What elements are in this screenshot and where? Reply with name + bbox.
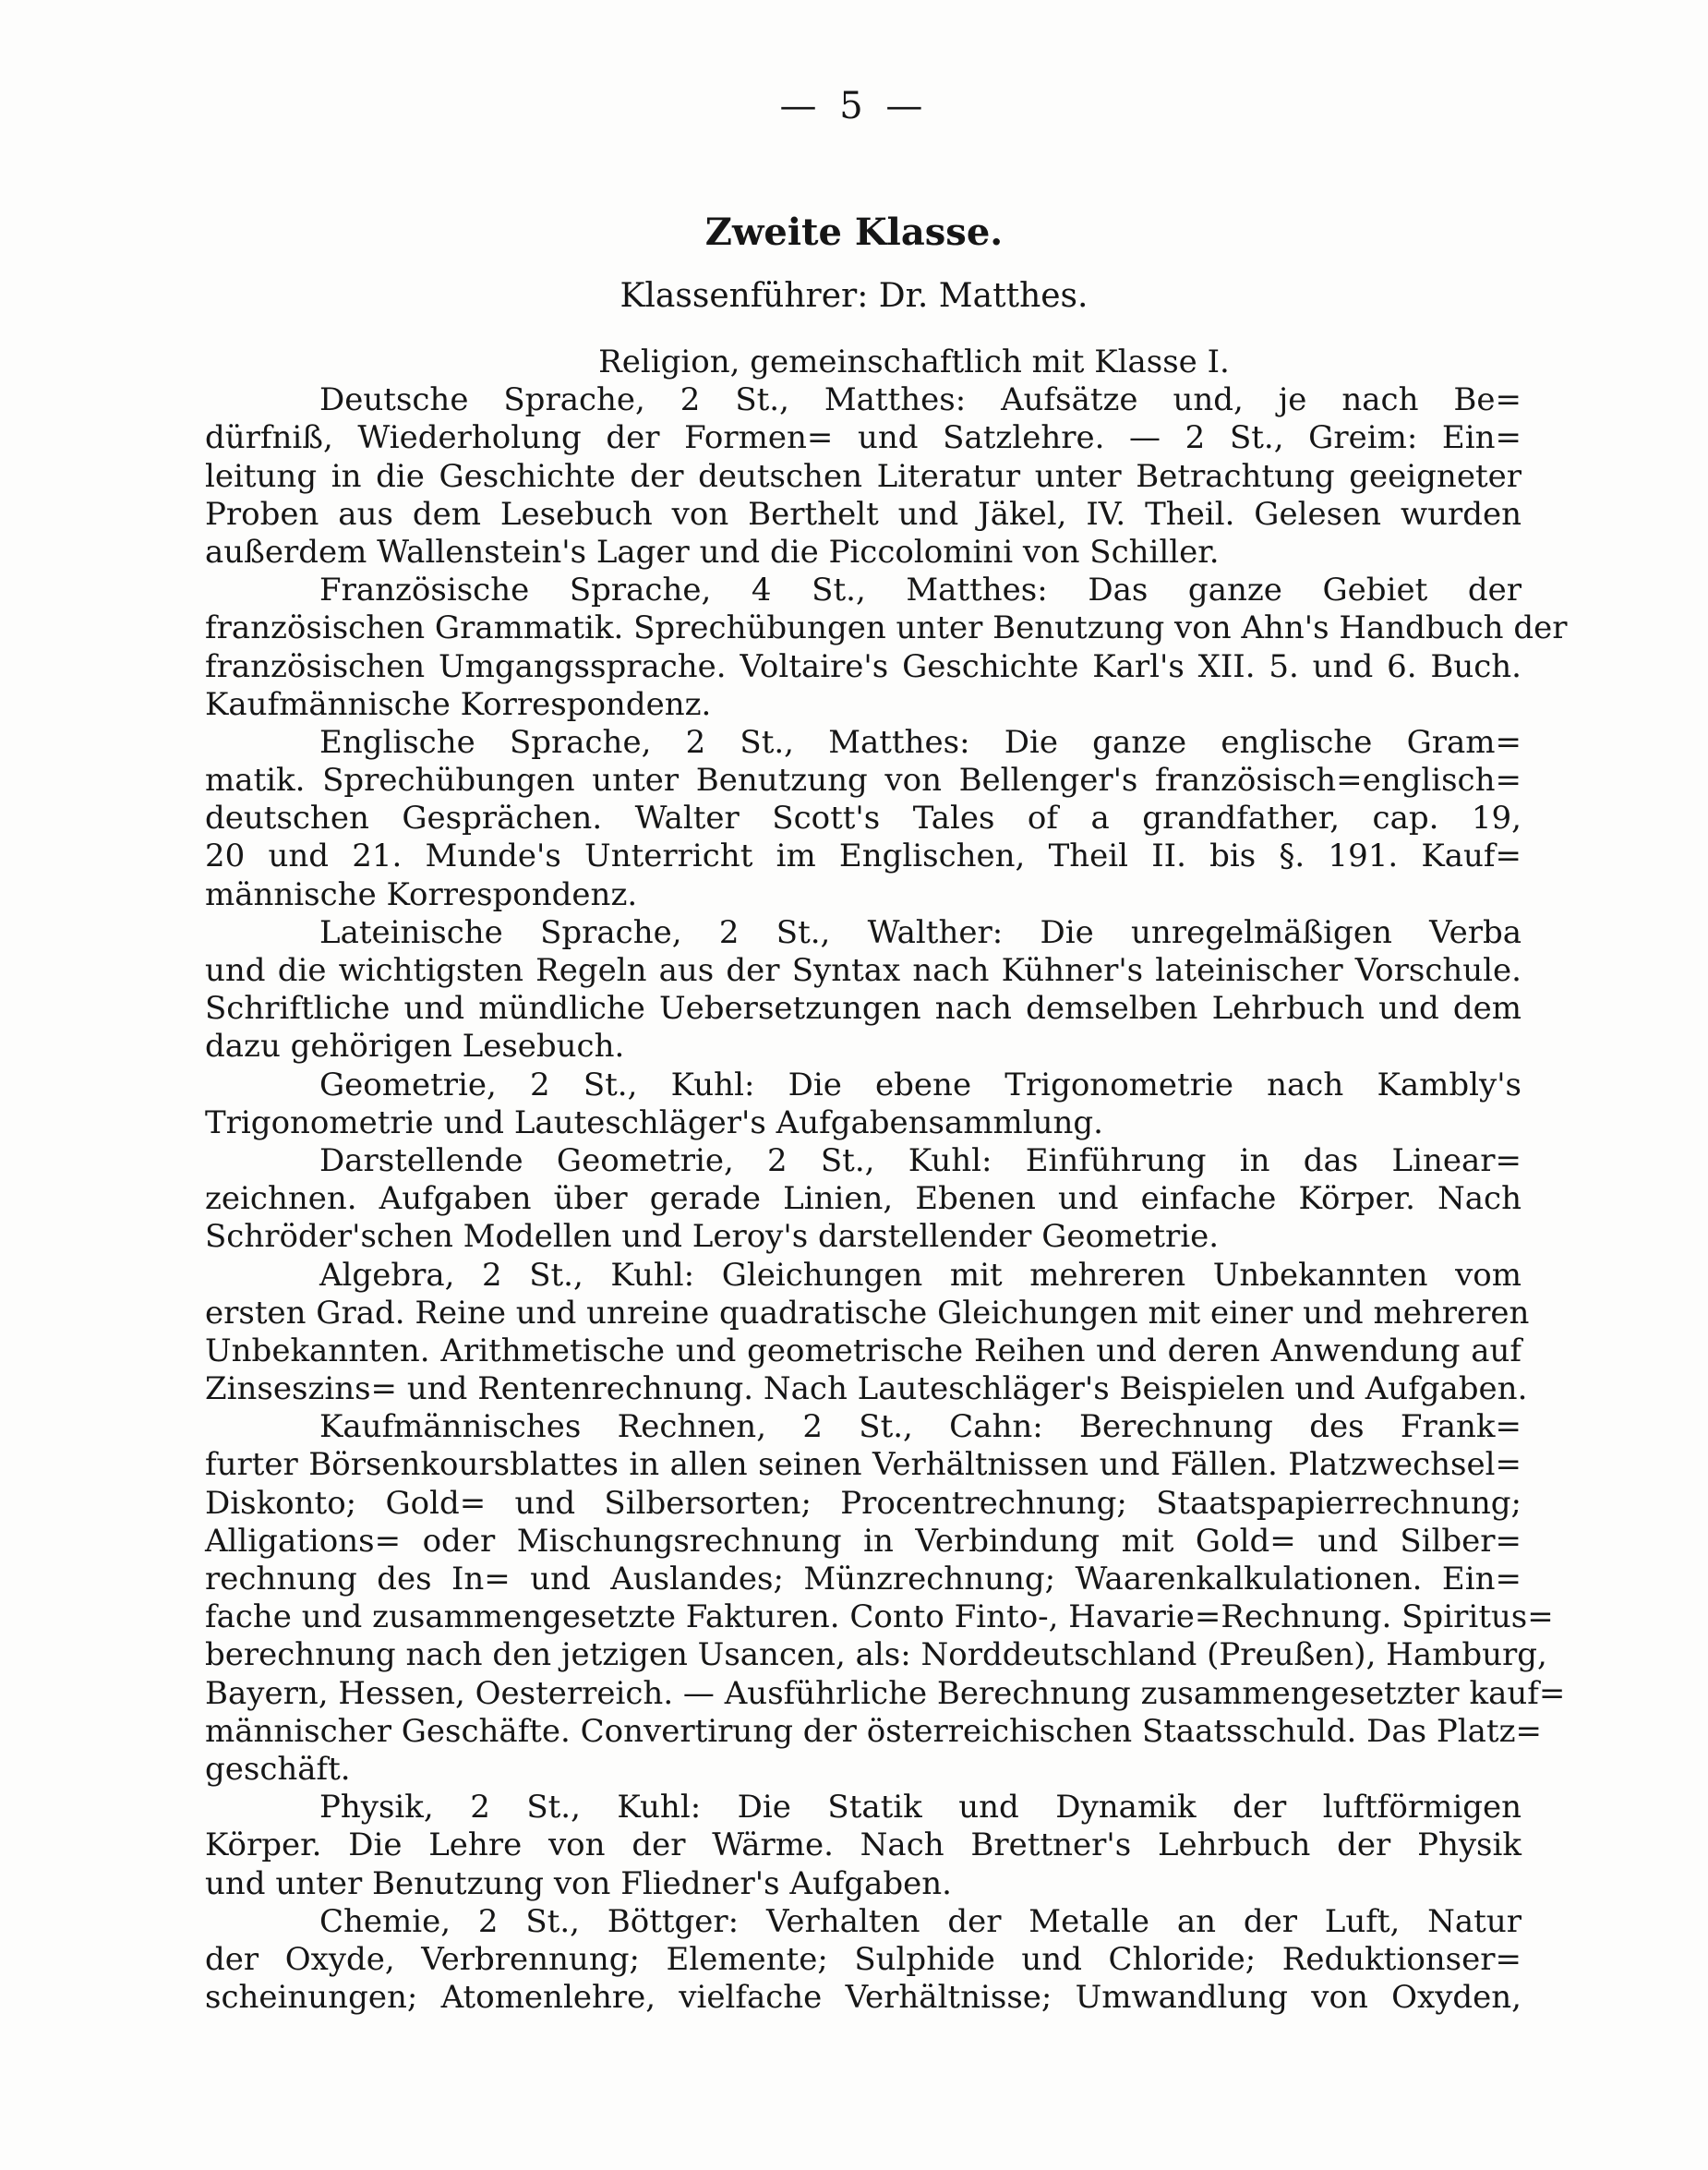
page-number: — 5 — bbox=[779, 85, 929, 127]
text-line: Kaufmännisches Rechnen, 2 St., Cahn: Berechnung des Frank= bbox=[319, 1408, 1522, 1446]
text-line: Lateinische Sprache, 2 St., Walther: Die unregelmäßigen Verba bbox=[319, 913, 1522, 951]
text-line: Deutsche Sprache, 2 St., Matthes: Aufsätze und, je nach Be= bbox=[319, 381, 1522, 419]
text-line: Schröder'schen Modellen und Leroy's darstellender Geometrie. bbox=[205, 1218, 1220, 1256]
text-line: fache und zusammengesetzte Fakturen. Conto Finto-, Havarie=Rechnung. Spiritus= bbox=[205, 1598, 1554, 1636]
text-line: deutschen Gesprächen. Walter Scott's Tales of a grandfather, cap. 19, bbox=[205, 800, 1522, 838]
text-line: leitung in die Geschichte der deutschen Literatur unter Betrachtung geeigneter bbox=[205, 457, 1522, 495]
text-line: Religion, gemeinschaftlich mit Klasse I. bbox=[598, 344, 1230, 380]
text-line: rechnung des In= und Auslandes; Münzrechnung; Waarenkalkulationen. Ein= bbox=[205, 1561, 1522, 1597]
body-text bbox=[205, 344, 1568, 2017]
text-line: dazu gehörigen Lesebuch. bbox=[205, 1028, 625, 1066]
text-line: scheinungen; Atomenlehre, vielfache Verhältnisse; Umwandlung von Oxyden, bbox=[205, 1979, 1522, 2017]
text-line: Proben aus dem Lesebuch von Berthelt und Jäkel, IV. Theil. Gelesen wurden bbox=[205, 495, 1522, 533]
text-line: Trigonometrie und Lauteschläger's Aufgabensammlung. bbox=[205, 1103, 1103, 1141]
text-line: Chemie, 2 St., Böttger: Verhalten der Metalle an der Luft, Natur bbox=[319, 1902, 1522, 1940]
text-line: außerdem Wallenstein's Lager und die Piccolomini von Schiller. bbox=[205, 533, 1220, 571]
text-line: Französische Sprache, 4 St., Matthes: Das ganze Gebiet der bbox=[319, 572, 1522, 609]
text-line: Physik, 2 St., Kuhl: Die Statik und Dynamik der luftförmigen bbox=[319, 1789, 1522, 1826]
text-line: und unter Benutzung von Fliedner's Aufgaben. bbox=[205, 1864, 952, 1902]
text-line: Diskonto; Gold= und Silbersorten; Procentrechnung; Staatspapierrechnung; bbox=[205, 1484, 1522, 1522]
text-line: französischen Umgangssprache. Voltaire's Geschichte Karl's XII. 5. und 6. Buch. bbox=[205, 647, 1522, 685]
text-line: französischen Grammatik. Sprechübungen unter Benutzung von Ahn's Handbuch der bbox=[205, 609, 1568, 647]
text-line: Körper. Die Lehre von der Wärme. Nach Brettner's Lehrbuch der Physik bbox=[205, 1826, 1522, 1864]
text-line: Geometrie, 2 St., Kuhl: Die ebene Trigonometrie nach Kambly's bbox=[319, 1066, 1522, 1103]
text-line: zeichnen. Aufgaben über gerade Linien, Ebenen und einfache Körper. Nach bbox=[205, 1180, 1522, 1218]
text-line: Kaufmännische Korrespondenz. bbox=[205, 685, 712, 723]
text-line: geschäft. bbox=[205, 1750, 351, 1788]
text-line: matik. Sprechübungen unter Benutzung von Bellenger's französisch=englisch= bbox=[205, 762, 1522, 800]
text-line: Bayern, Hessen, Oesterreich. — Ausführliche Berechnung zusammengesetzter kauf= bbox=[205, 1674, 1566, 1712]
text-line: Englische Sprache, 2 St., Matthes: Die ganze englische Gram= bbox=[319, 723, 1522, 761]
text-line: der Oxyde, Verbrennung; Elemente; Sulphide und Chloride; Reduktionser= bbox=[205, 1940, 1522, 1978]
class-leader-line: Klassenführer: Dr. Matthes. bbox=[619, 277, 1089, 315]
text-line: und die wichtigsten Regeln aus der Syntax nach Kühner's lateinischer Vorschule. bbox=[205, 952, 1522, 989]
text-line: Algebra, 2 St., Kuhl: Gleichungen mit mehreren Unbekannten vom bbox=[319, 1256, 1522, 1294]
text-line: Schriftliche und mündliche Uebersetzungen nach demselben Lehrbuch und dem bbox=[205, 990, 1522, 1028]
text-line: furter Börsenkoursblattes in allen seinen Verhältnissen und Fällen. Platzwechsel= bbox=[205, 1446, 1522, 1484]
text-line: ersten Grad. Reine und unreine quadratische Gleichungen mit einer und mehreren bbox=[205, 1294, 1530, 1332]
text-line: berechnung nach den jetzigen Usancen, als: Norddeutschland (Preußen), Hamburg, bbox=[205, 1636, 1547, 1674]
text-line: Zinseszins= und Rentenrechnung. Nach Lauteschläger's Beispielen und Aufgaben. bbox=[205, 1370, 1528, 1408]
text-line: dürfniß, Wiederholung der Formen= und Satzlehre. — 2 St., Greim: Ein= bbox=[205, 419, 1522, 457]
text-line: Alligations= oder Mischungsrechnung in Verbindung mit Gold= und Silber= bbox=[205, 1522, 1522, 1560]
text-line: Darstellende Geometrie, 2 St., Kuhl: Einführung in das Linear= bbox=[319, 1141, 1522, 1179]
section-heading: Zweite Klasse. bbox=[704, 211, 1004, 254]
text-line: männische Korrespondenz. bbox=[205, 875, 638, 913]
text-line: Unbekannten. Arithmetische und geometrische Reihen und deren Anwendung auf bbox=[205, 1332, 1522, 1369]
text-line: männischer Geschäfte. Convertirung der österreichischen Staatsschuld. Das Platz= bbox=[205, 1712, 1542, 1750]
text-line: 20 und 21. Munde's Unterricht im Englischen, Theil II. bis §. 191. Kauf= bbox=[205, 838, 1522, 875]
